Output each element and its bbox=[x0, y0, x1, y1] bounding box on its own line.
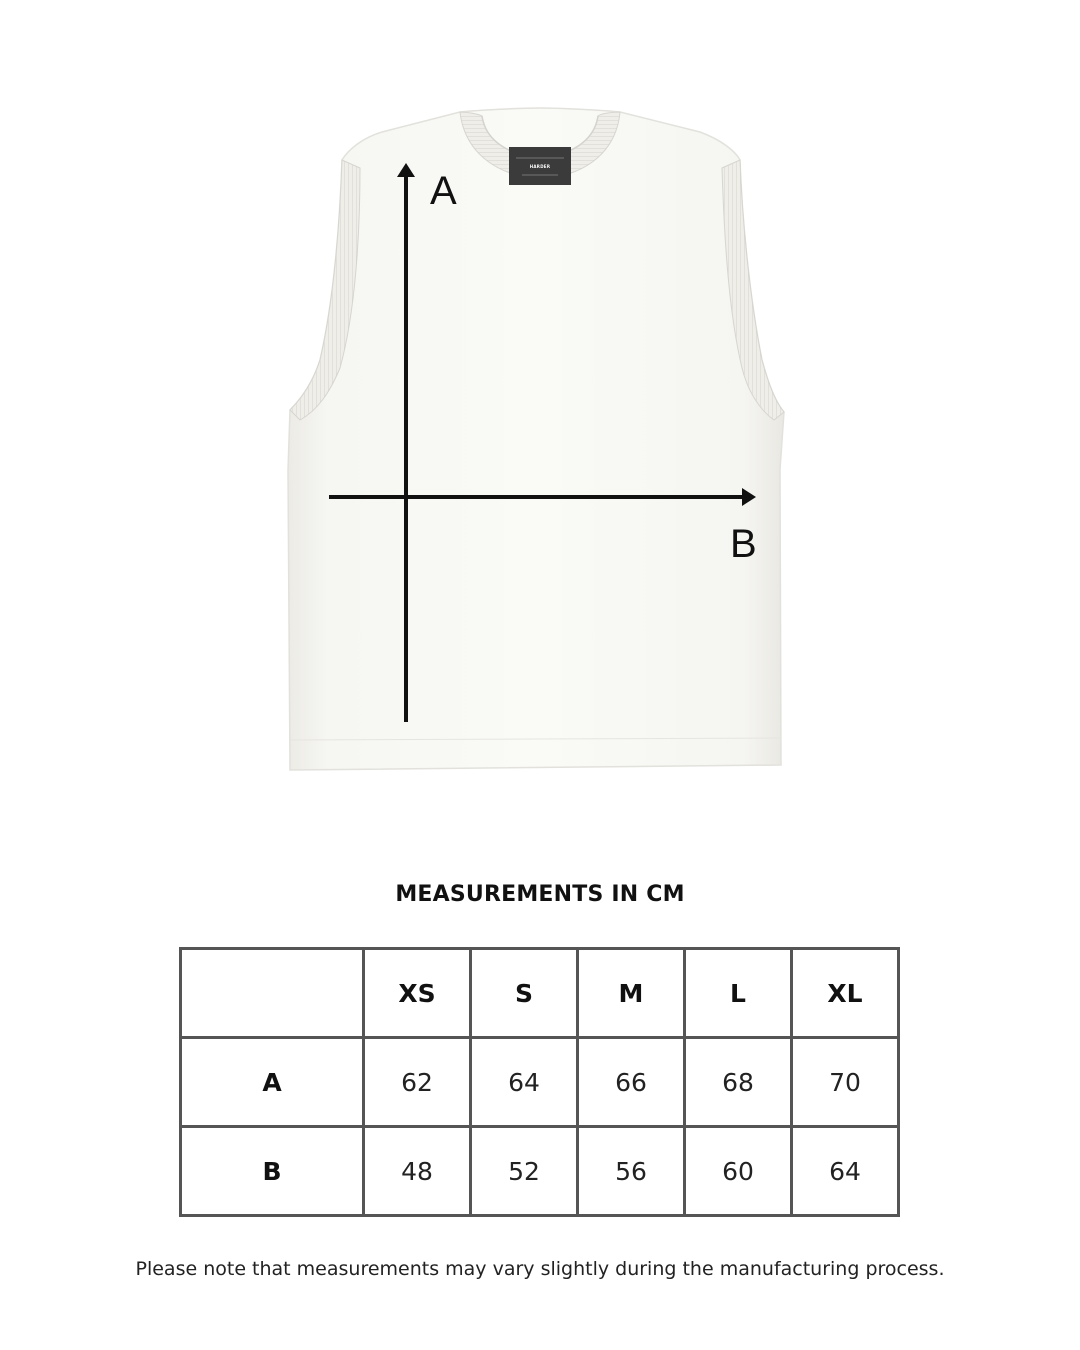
cell-b-m: 56 bbox=[578, 1127, 685, 1216]
cell-a-xl: 70 bbox=[792, 1038, 899, 1127]
header-corner-cell bbox=[181, 949, 364, 1038]
header-size-l: L bbox=[685, 949, 792, 1038]
cell-b-l: 60 bbox=[685, 1127, 792, 1216]
row-label-b: B bbox=[181, 1127, 364, 1216]
cell-a-m: 66 bbox=[578, 1038, 685, 1127]
header-size-m: M bbox=[578, 949, 685, 1038]
axis-a-label: A bbox=[430, 169, 457, 213]
cell-b-xl: 64 bbox=[792, 1127, 899, 1216]
manufacturing-note: Please note that measurements may vary slightly during the manufacturing process. bbox=[135, 1258, 945, 1280]
header-size-s: S bbox=[471, 949, 578, 1038]
size-chart-table bbox=[179, 947, 900, 1217]
table-header-row bbox=[181, 949, 899, 1038]
table-row-b bbox=[181, 1127, 899, 1216]
vest-body bbox=[288, 108, 784, 770]
brand-tag bbox=[509, 147, 571, 185]
row-label-a: A bbox=[181, 1038, 364, 1127]
table-row-a bbox=[181, 1038, 899, 1127]
brand-tag-text: HARDER bbox=[529, 164, 551, 169]
cell-a-xs: 62 bbox=[364, 1038, 471, 1127]
cell-a-l: 68 bbox=[685, 1038, 792, 1127]
cell-b-xs: 48 bbox=[364, 1127, 471, 1216]
axis-b-label: B bbox=[730, 522, 757, 566]
cell-b-s: 52 bbox=[471, 1127, 578, 1216]
header-size-xl: XL bbox=[792, 949, 899, 1038]
header-size-xs: XS bbox=[364, 949, 471, 1038]
measurements-title: MEASUREMENTS IN CM bbox=[395, 882, 685, 907]
cell-a-s: 64 bbox=[471, 1038, 578, 1127]
